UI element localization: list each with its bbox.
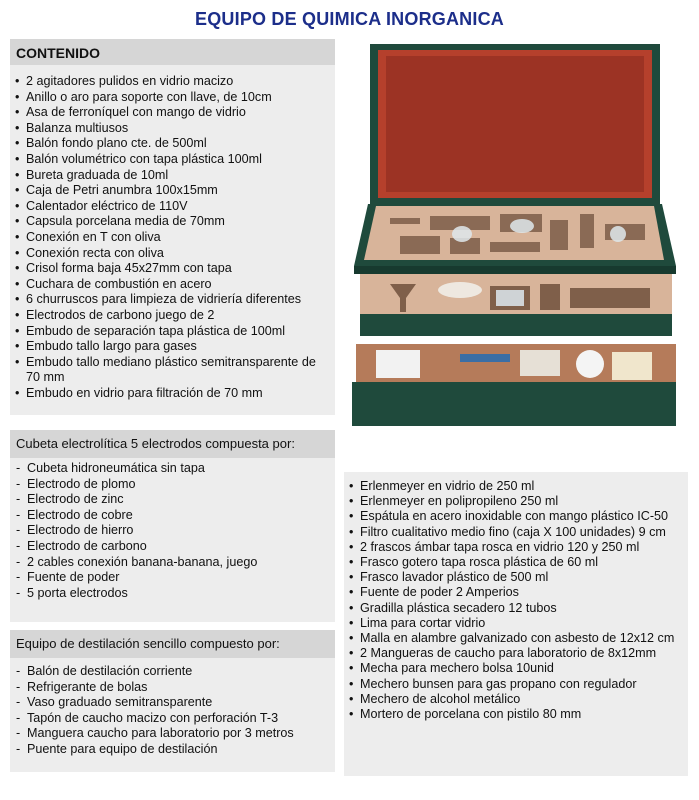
contenido-item: • Balón fondo plano cte. de 500ml bbox=[14, 136, 332, 152]
contenido-item: • Calentador eléctrico de 110V bbox=[14, 199, 332, 215]
cubeta-item: - Cubeta hidroneumática sin tapa bbox=[15, 461, 333, 477]
more-item: • Erlenmeyer en polipropileno 250 ml bbox=[348, 494, 684, 509]
page-title: EQUIPO DE QUIMICA INORGANICA bbox=[195, 9, 504, 29]
more-item: • Filtro cualitativo medio fino (caja X 100 unidades) 9 cm bbox=[348, 525, 684, 540]
cubeta-item: - Electrodo de plomo bbox=[15, 477, 333, 493]
more-item: • Espátula en acero inoxidable con mango plástico IC-50 bbox=[348, 509, 684, 524]
chemistry-kit-case-photo bbox=[350, 38, 688, 438]
destilacion-list bbox=[15, 664, 333, 758]
more-item: • Fuente de poder 2 Amperios bbox=[348, 585, 684, 600]
more-item: • Frasco lavador plástico de 500 ml bbox=[348, 570, 684, 585]
more-item: • Mecha para mechero bolsa 10unid bbox=[348, 661, 684, 676]
destilacion-item: - Balón de destilación corriente bbox=[15, 664, 333, 680]
cubeta-item: - Fuente de poder bbox=[15, 570, 333, 586]
contenido-header: CONTENIDO bbox=[16, 45, 100, 61]
contenido-item: • 2 agitadores pulidos en vidrio macizo bbox=[14, 74, 332, 90]
more-item: • Mortero de porcelana con pistilo 80 mm bbox=[348, 707, 684, 722]
more-items-list bbox=[348, 479, 684, 722]
contenido-item: • Embudo en vidrio para filtración de 70 mm bbox=[14, 386, 332, 402]
more-item: • 2 frascos ámbar tapa rosca en vidrio 120 y 250 ml bbox=[348, 540, 684, 555]
contenido-item: • 6 churruscos para limpieza de vidriería diferentes bbox=[14, 292, 332, 308]
cubeta-list bbox=[15, 461, 333, 601]
cubeta-item: - 5 porta electrodos bbox=[15, 586, 333, 602]
cubeta-item: - Electrodo de hierro bbox=[15, 523, 333, 539]
destilacion-item: - Tapón de caucho macizo con perforación T-3 bbox=[15, 711, 333, 727]
more-item: • Erlenmeyer en vidrio de 250 ml bbox=[348, 479, 684, 494]
cubeta-header: Cubeta electrolítica 5 electrodos compuesta por: bbox=[16, 436, 295, 451]
destilacion-item: - Refrigerante de bolas bbox=[15, 680, 333, 696]
cubeta-item: - Electrodo de carbono bbox=[15, 539, 333, 555]
more-item: • Mechero de alcohol metálico bbox=[348, 692, 684, 707]
contenido-item: • Capsula porcelana media de 70mm bbox=[14, 214, 332, 230]
contenido-item: • Balón volumétrico con tapa plástica 100ml bbox=[14, 152, 332, 168]
destilacion-item: - Vaso graduado semitransparente bbox=[15, 695, 333, 711]
contenido-item: • Conexión recta con oliva bbox=[14, 246, 332, 262]
more-item: • Lima para cortar vidrio bbox=[348, 616, 684, 631]
contenido-item: • Bureta graduada de 10ml bbox=[14, 168, 332, 184]
contenido-item: • Cuchara de combustión en acero bbox=[14, 277, 332, 293]
contenido-item: • Embudo tallo mediano plástico semitransparente de 70 mm bbox=[14, 355, 332, 386]
destilacion-header: Equipo de destilación sencillo compuesto por: bbox=[16, 636, 280, 651]
cubeta-item: - 2 cables conexión banana-banana, juego bbox=[15, 555, 333, 571]
contenido-item: • Embudo de separación tapa plástica de 100ml bbox=[14, 324, 332, 340]
contenido-item: • Caja de Petri anumbra 100x15mm bbox=[14, 183, 332, 199]
contenido-item: • Crisol forma baja 45x27mm con tapa bbox=[14, 261, 332, 277]
contenido-item: • Embudo tallo largo para gases bbox=[14, 339, 332, 355]
more-item: • Mechero bunsen para gas propano con regulador bbox=[348, 677, 684, 692]
contenido-item: • Asa de ferroníquel con mango de vidrio bbox=[14, 105, 332, 121]
cubeta-item: - Electrodo de cobre bbox=[15, 508, 333, 524]
cubeta-item: - Electrodo de zinc bbox=[15, 492, 333, 508]
more-item: • 2 Mangueras de caucho para laboratorio de 8x12mm bbox=[348, 646, 684, 661]
destilacion-item: - Puente para equipo de destilación bbox=[15, 742, 333, 758]
contenido-list bbox=[14, 74, 332, 401]
contenido-item: • Electrodos de carbono juego de 2 bbox=[14, 308, 332, 324]
destilacion-item: - Manguera caucho para laboratorio por 3 metros bbox=[15, 726, 333, 742]
more-item: • Frasco gotero tapa rosca plástica de 60 ml bbox=[348, 555, 684, 570]
contenido-item: • Conexión en T con oliva bbox=[14, 230, 332, 246]
contenido-item: • Anillo o aro para soporte con llave, de 10cm bbox=[14, 90, 332, 106]
more-item: • Malla en alambre galvanizado con asbesto de 12x12 cm bbox=[348, 631, 684, 646]
contenido-item: • Balanza multiusos bbox=[14, 121, 332, 137]
more-item: • Gradilla plástica secadero 12 tubos bbox=[348, 601, 684, 616]
